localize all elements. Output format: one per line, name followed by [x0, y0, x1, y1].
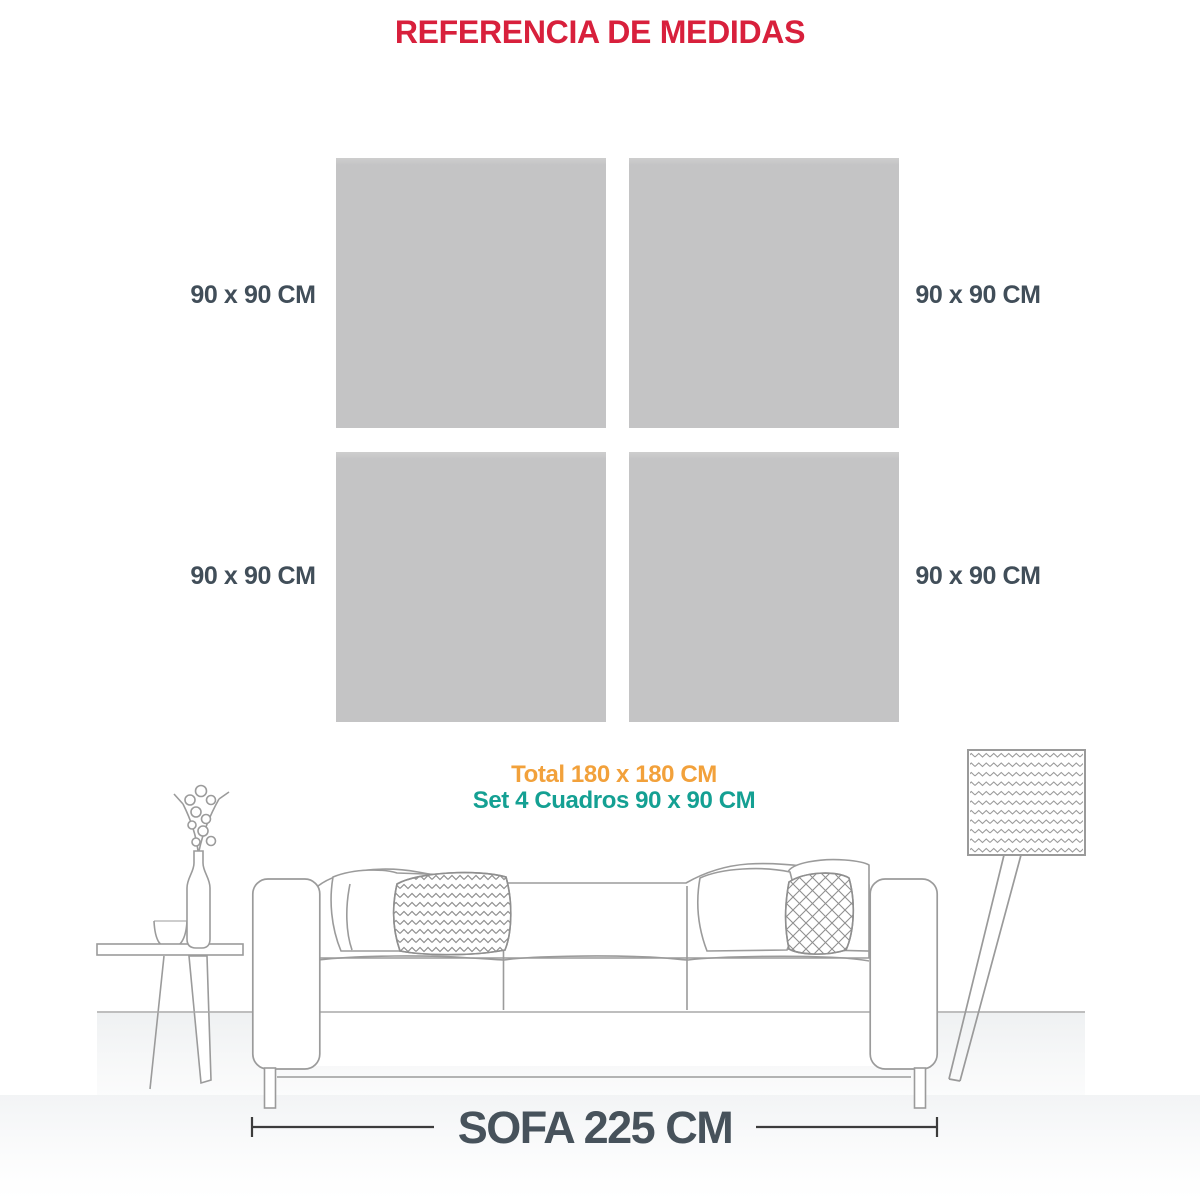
- set-size-text: Set 4 Cuadros 90 x 90 CM: [472, 787, 756, 814]
- plain-pillow-icon: [698, 869, 795, 951]
- size-label-bottom-left: 90 x 90 CM: [190, 562, 316, 590]
- sofa-leg: [915, 1068, 926, 1108]
- size-label-bottom-right: 90 x 90 CM: [915, 562, 1041, 590]
- sofa-width-label: SOFA 225 CM: [457, 1102, 733, 1153]
- total-size-text: Total 180 x 180 CM: [511, 761, 717, 788]
- diamond-pillow-icon: [786, 873, 854, 954]
- size-label-top-left: 90 x 90 CM: [190, 281, 316, 309]
- page-title: REFERENCIA DE MEDIDAS: [394, 14, 806, 50]
- size-label-top-right: 90 x 90 CM: [915, 281, 1041, 309]
- chevron-pillow-icon: [394, 873, 511, 955]
- sofa-leg: [265, 1068, 276, 1108]
